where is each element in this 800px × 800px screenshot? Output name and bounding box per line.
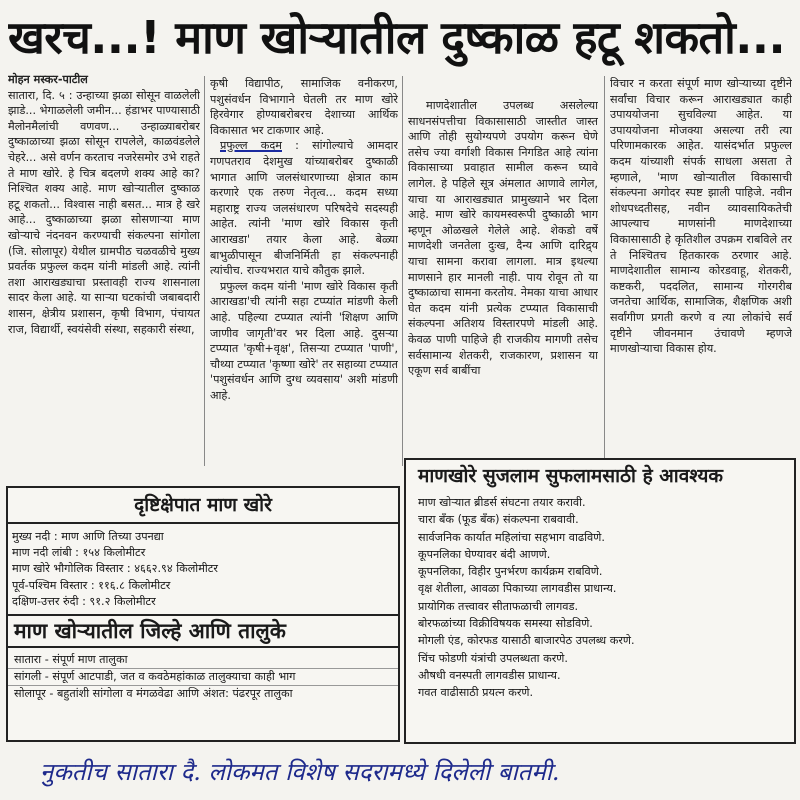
column-1-text: सातारा, दि. ५ : उन्हाच्या झळा सोसून वाळलेली झाडे... भेगाळलेली जमीन... हंडाभर पाण्यासाठी मैलोनमैलांची वणवण... उन्हाळ्याबरोबर दुष्काळाच्या झळा सोसून रापलेले, काळवंडलेले चेहरे... असे वर्णन करताच नजरेसमोर उभे राहते ते माण खोरे. हे चित्र बदलणे शक्य आहे का? निश्चित शक्य आहे. माण खोऱ्यातील दुष्काळ हटू शकतो... विश्वास नाही बसत... मात्र हे खरे आहे... दुष्काळाच्या झळा सोसणाऱ्या माण खोऱ्याचे नंदनवन करण्याची संकल्पना सांगोला (जि. सोलापूर) येथील ग्रामपीठ चळवळीचे मुख्य प्रवर्तक प्रफुल्ल कदम यांनी मांडली आहे. त्यांनी तशा आराखड्याचा प्रस्तावही राज्य शासनाला सादर केला आहे. या साऱ्या घटकांची जबाबदारी शासन, क्षेत्रीय प्रशासन, कृषी विभाग, पंचायत राज, विद्यार्थी, स्वयंसेवी संस्था, सहकारी संस्था, bbox=[8, 88, 200, 336]
requirement-item: कूपनलिका घेण्यावर बंदी आणणे. bbox=[418, 547, 551, 561]
fact-item: पूर्व-पश्चिम विस्तार : ११६.८ किलोमीटर bbox=[12, 578, 171, 592]
requirement-item: वृक्ष शेतीला, आवळा पिकाच्या लागवडीस प्राधान्य. bbox=[418, 582, 617, 596]
requirement-item: प्रायोगिक तत्त्वावर सीताफळाची लागवड. bbox=[418, 599, 579, 613]
byline: मोहन मस्कर-पाटील bbox=[8, 73, 88, 86]
requirements-list bbox=[406, 492, 794, 702]
requirement-item: औषधी वनस्पती लागवडीस प्राधान्य. bbox=[418, 668, 561, 682]
requirement-item: गवत वाढीसाठी प्रयत्न करणे. bbox=[418, 686, 534, 700]
requirement-item: बोरफळांच्या विक्रीविषयक समस्या सोडविणे. bbox=[418, 617, 593, 631]
requirement-item: माण खोऱ्यात ब्रीडर्स संघटना तयार करावी. bbox=[418, 496, 586, 509]
column-divider bbox=[204, 76, 205, 466]
requirement-item: चारा बँक (फूड बँक) संकल्पना राबवावी. bbox=[418, 513, 579, 527]
fact-item: दक्षिण-उत्तर रुंदी : ९१.२ किलोमीटर bbox=[12, 594, 156, 608]
requirement-item: मोगली एंड, कोरफड यासाठी बाजारपेठ उपलब्ध करणे. bbox=[418, 634, 635, 648]
article-column-2: कृषी विद्यापीठ, सामाजिक वनीकरण, पशुसंवर्धन विभागाने घेतली तर माण खोरे हिरवेगार होण्याबरोबरच देशाच्या आर्थिक विकासात भर टाकणार आहे. प्रफुल्ल कदम : सांगोल्याचे आमदार गणपतराव देशमुख यांच्याबरोबर दुष्काळी भागात आणि जलसंधारणाच्या क्षेत्रात काम करणारे एक तरुण नेतृत्व... कदम सध्या महाराष्ट्र राज्य जलसंधारण परिषदेचे सदस्यही आहेत. त्यांनी 'माण खोरे विकास कृती आराखडा' तयार केला आहे. बेळ्या बाभुळीपासून बीजनिर्मिती हा संकल्पनाही त्यांचीच. राज्यभरात याचे कौतुक झाले. प्रफुल्ल कदम यांनी 'माण खोरे विकास कृती आराखडा'ची त्यांनी सहा टप्प्यांत मांडणी केली आहे. पहिल्या टप्प्यात त्यांनी 'शिक्षण आणि जाणीव जागृती'वर भर दिला आहे. दुसऱ्या टप्प्यात 'कृषी+वृक्ष', तिसऱ्या टप्प्यात 'पाणी', चौथ्या टप्प्यात 'कृष्णा खोरे' तर सहाव्या टप्प्यात 'पशुसंवर्धन आणि दुग्ध व्यवसाय' अशी मांडणी आहे. bbox=[210, 77, 398, 402]
requirement-item: सार्वजनिक कार्यात महिलांचा सहभाग वाढविणे. bbox=[418, 530, 605, 544]
column-4-text: विचार न करता संपूर्ण माण खोऱ्याच्या दृष्टीने सर्वांचा विचार करून आराखड्यात काही उपाययोजना सुचविल्या आहेत. या उपाययोजना मोजक्या असल्या तरी त्या परिणामकारक आहेत. यासंदर्भात प्रफुल्ल कदम यांच्याशी संपर्क साधला असता ते म्हणाले, 'माण खोऱ्यातील विकासाची संकल्पना अगोदर स्पष्ट झाली पाहिजे. नवीन शोधपध्दतीसह, नवीन व्यावसायिकतेची आपल्याच माणसांनी माणदेशाच्या विकासासाठी हे कृतिशील उपक्रम राबविले तर ते निश्चितच हितकारक ठरणार आहे. माणदेशातील सामान्य कोरडवाहू, शेतकरी, कष्टकरी, पददलित, सामान्य गोरगरीब जनतेचा आर्थिक, सामाजिक, शैक्षणिक अशी सर्वांगीण प्रगती करणे व त्या लोकांचे सर्व दृष्टीने जीवनमान उंचावणे म्हणजे माणखोऱ्याचा विकास होय. bbox=[610, 77, 792, 356]
requirements-title: माणखोरे सुजलाम सुफलामसाठी हे आवश्यक bbox=[418, 465, 723, 487]
column-3-text: माणदेशातील उपलब्ध असलेल्या साधनसंपत्तीचा विकासासाठी जास्तीत जास्त आणि तोही सुयोग्यपणे उपयोग करून घेणे तसेच ज्या वर्गाशी विकास निगडित आहे त्यांना विकासाच्या प्रवाहात सामील करून घ्यावे लागेल. हे पहिले सूत्र अंमलात आणावे लागेल, याचा या आराखड्यात प्रामुख्याने भर दिला आहे. माण खोरे कायमस्वरूपी दुष्काळी भाग म्हणून ओळखले गेलेले आहे. शेकडो वर्षे माणदेशी जनतेला दुःख, दैन्य आणि दारिद्र्य याचा सामना करावा लागला. मात्र इथल्या माणसाने हार मानली नाही. पाय रोवून तो या दुष्काळाचा सामना करतोय. नेमका याचा आधार घेत कदम यांनी प्रत्येक टप्प्यात विकासाची संकल्पना अतिशय विस्तारपणे मांडली आहे. केवळ पाणी पाहिजे ही राजकीय मागणी तसेच सर्वसामान्य शेतकरी, राजकारण, प्रशासन या एकूण सर्व बाबींचा bbox=[408, 99, 598, 378]
fact-item: माण नदी लांबी : १५४ किलोमीटर bbox=[12, 546, 146, 560]
fact-box-title: दृष्टिक्षेपात माण खोरे bbox=[8, 488, 398, 524]
article-column-4 bbox=[610, 76, 792, 436]
district-list bbox=[8, 648, 398, 702]
article-column-1 bbox=[8, 72, 200, 467]
requirements-box bbox=[404, 458, 796, 744]
column-divider bbox=[402, 76, 403, 466]
person-name-underlined: प्रफुल्ल कदम bbox=[220, 139, 282, 153]
column-2-para-1: कृषी विद्यापीठ, सामाजिक वनीकरण, पशुसंवर्धन विभागाने घेतली तर माण खोरे हिरवेगार होण्याबरोबरच देशाच्या आर्थिक विकासात भर टाकणार आहे. bbox=[210, 77, 398, 137]
article-column-3 bbox=[408, 98, 598, 464]
fact-item: माण खोरे भौगोलिक विस्तार : ४६६२.९४ किलोमीटर bbox=[12, 562, 218, 576]
district-item: सोलापूर - बहुतांशी सांगोला व मंगळवेढा आणि अंशत: पंढरपूर तालुका bbox=[14, 687, 293, 701]
column-2-para-3: प्रफुल्ल कदम यांनी 'माण खोरे विकास कृती आराखडा'ची त्यांनी सहा टप्प्यांत मांडणी केली आहे. पहिल्या टप्प्यात त्यांनी 'शिक्षण आणि जाणीव जागृती'वर भर दिला आहे. दुसऱ्या टप्प्यात 'कृषी+वृक्ष', तिसऱ्या टप्प्यात 'पाणी', चौथ्या टप्प्यात 'कृष्णा खोरे' तर सहाव्या टप्प्यात 'पशुसंवर्धन आणि दुग्ध व्यवसाय' अशी मांडणी आहे. bbox=[210, 279, 398, 402]
fact-item: मुख्य नदी : माण आणि तिच्या उपनद्या bbox=[12, 530, 164, 543]
fact-list bbox=[8, 524, 398, 614]
district-item: सातारा - संपूर्ण माण तालुका bbox=[8, 652, 398, 669]
handwritten-footer-note: नुकतीच सातारा दै. लोकमत विशेष सदरामध्ये दिलेली बातमी. bbox=[40, 758, 560, 786]
requirement-item: कूपनलिका, विहीर पुनर्भरण कार्यक्रम राबविणे. bbox=[418, 565, 603, 579]
district-item: सांगली - संपूर्ण आटपाडी, जत व कवठेमहांकाळ तालुक्याचा काही भाग bbox=[8, 669, 398, 686]
column-divider bbox=[604, 76, 605, 466]
districts-title: माण खोऱ्यातील जिल्हे आणि तालुके bbox=[8, 614, 398, 648]
requirement-item: चिंच फोडणी यंत्रांची उपलब्धता करणे. bbox=[418, 651, 568, 665]
headline: खरच...! माण खोऱ्यातील दुष्काळ हटू शकतो... bbox=[8, 11, 786, 64]
fact-box bbox=[6, 486, 400, 742]
column-2-para-2: सांगोल्याचे आमदार गणपतराव देशमुख यांच्याबरोबर दुष्काळी भागात आणि जलसंधारणाच्या क्षेत्रात काम करणारे एक तरुण नेतृत्व... कदम सध्या महाराष्ट्र राज्य जलसंधारण परिषदेचे सदस्यही आहेत. त्यांनी 'माण खोरे विकास कृती आराखडा' तयार केला आहे. बेळ्या बाभुळीपासून बीजनिर्मिती हा संकल्पनाही त्यांचीच. राज्यभरात याचे कौतुक झाले. bbox=[210, 139, 398, 278]
